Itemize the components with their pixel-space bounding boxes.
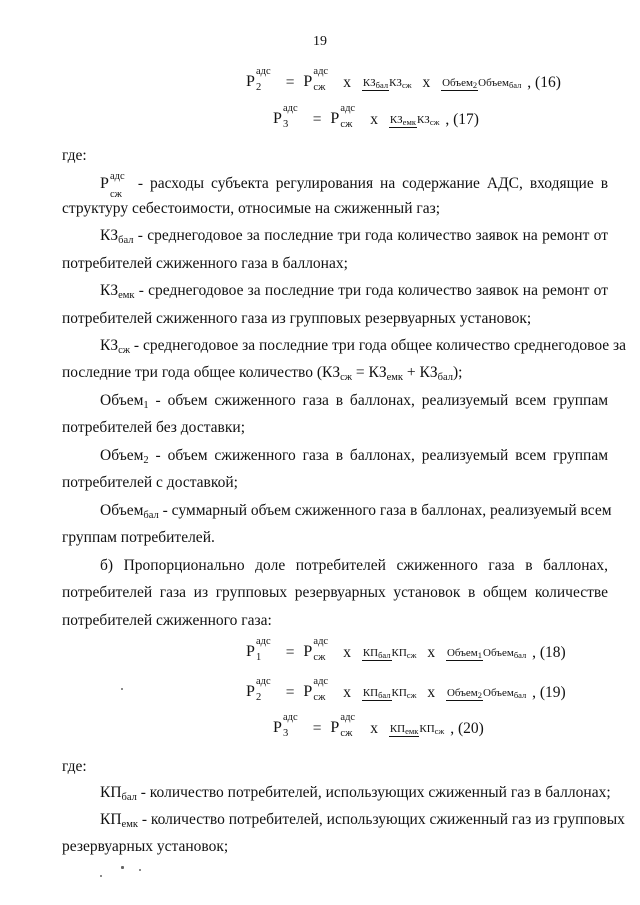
formula-label: , (19) bbox=[532, 683, 566, 701]
fraction: $КП_{бал}КП_{сж}$ bbox=[362, 687, 417, 701]
definition-p-line1: P адс сж - расходы субъекта регулирования на содержание АДС, входящие в bbox=[100, 171, 609, 200]
scan-speck bbox=[100, 875, 102, 877]
formula-label: , (17) bbox=[445, 110, 479, 128]
fraction: $КП_{емк}КП_{сж}$ bbox=[389, 723, 445, 737]
definition-kzbal-line2: потребителей сжиженного газа в баллонах; bbox=[62, 255, 348, 272]
fraction: Объем$_2$Объем$_{бал}$ bbox=[442, 77, 522, 91]
definition-kzbal-line1: $КЗ_{бал}$ - среднегодовое за последние три года количество заявок на ремонт от bbox=[100, 227, 608, 246]
definition-kzsj-line2: последние три года общее количество $(КЗ_{сж} = КЗ_{емк} + КЗ_{бал})$; bbox=[62, 364, 463, 383]
where-label-2: где: bbox=[62, 758, 87, 775]
fraction: Объем$_1$Объем$_{бал}$ bbox=[446, 647, 527, 661]
paragraph-b-line2: потребителей газа из групповых резервуарных установок в общем количестве bbox=[62, 584, 608, 601]
definition-kzemk-line1: $КЗ_{емк}$ - среднегодовое за последние три года количество заявок на ремонт от bbox=[100, 282, 608, 301]
formula-18: P адс 1 = P адс сж х $КП_{бал}КП_{сж}$ х Объем$_1$Объем$_{бал}$ , (18) bbox=[246, 636, 566, 664]
formula-20: P адс 3 = P адс сж х $КП_{емк}КП_{сж}$ , (20) bbox=[273, 712, 484, 740]
formula-label: , (20) bbox=[450, 719, 484, 737]
fraction: $КЗ_{бал}КЗ_{сж}$ bbox=[362, 77, 412, 91]
definition-v2-line1: Объем$_2$ - объем сжиженного газа в баллонах, реализуемый всем группам bbox=[100, 447, 609, 466]
paragraph-b-line3: потребителей сжиженного газа: bbox=[62, 612, 272, 629]
where-label: где: bbox=[62, 147, 87, 164]
definition-kzsj-line1: $КЗ_{сж}$ - среднегодовое за последние три года общее количество среднегодовое за bbox=[100, 337, 627, 356]
definition-vbal-line2: группам потребителей. bbox=[62, 529, 215, 546]
definition-v1-line1: Объем$_1$ - объем сжиженного газа в баллонах, реализуемый всем группам bbox=[100, 392, 609, 411]
scan-speck bbox=[139, 869, 141, 871]
fraction: $КП_{бал}КП_{сж}$ bbox=[362, 647, 417, 661]
definition-kzemk-line2: потребителей сжиженного газа из групповых резервуарных установок; bbox=[62, 310, 532, 327]
fraction: $КЗ_{емк}КЗ_{сж}$ bbox=[389, 114, 440, 128]
formula-label: , (18) bbox=[532, 643, 566, 661]
scan-speck bbox=[121, 688, 123, 690]
formula-17: P адс 3 = P адс сж х $КЗ_{емк}КЗ_{сж}$ , (17) bbox=[273, 103, 479, 131]
page-number: 19 bbox=[313, 34, 327, 49]
definition-v2-line2: потребителей с доставкой; bbox=[62, 474, 238, 491]
formula-19: P адс 2 = P адс сж х $КП_{бал}КП_{сж}$ х Объем$_2$Объем$_{бал}$ , (19) bbox=[246, 676, 566, 704]
definition-kpbal: $КП_{бал}$ - количество потребителей, использующих сжиженный газ в баллонах; bbox=[100, 784, 611, 803]
formula-label: , (16) bbox=[527, 73, 561, 91]
definition-kpemk-line1: $КП_{емк}$ - количество потребителей, использующих сжиженный газ из групповых bbox=[100, 811, 625, 830]
formula-lhs: P адс 3 bbox=[273, 103, 298, 131]
formula-lhs: P адс 2 bbox=[246, 66, 271, 94]
definition-v1-line2: потребителей без доставки; bbox=[62, 419, 245, 436]
formula-p: P адс сж bbox=[330, 103, 356, 131]
scan-speck bbox=[121, 866, 124, 869]
formula-16: P адс 2 = P адс сж х $КЗ_{бал}КЗ_{сж}$ х Объем$_2$Объем$_{бал}$ , (16) bbox=[246, 66, 561, 94]
definition-vbal-line1: Объем$_{бал}$ - суммарный объем сжиженного газа в баллонах, реализуемый всем bbox=[100, 502, 612, 521]
fraction: Объем$_2$Объем$_{бал}$ bbox=[446, 687, 527, 701]
definition-p-line2: структуру себестоимости, относимые на сжиженный газ; bbox=[62, 200, 441, 217]
formula-p: P адс сж bbox=[303, 66, 329, 94]
definition-kpemk-line2: резервуарных установок; bbox=[62, 838, 229, 855]
paragraph-b-line1: б) Пропорционально доле потребителей сжиженного газа в баллонах, bbox=[100, 557, 608, 574]
